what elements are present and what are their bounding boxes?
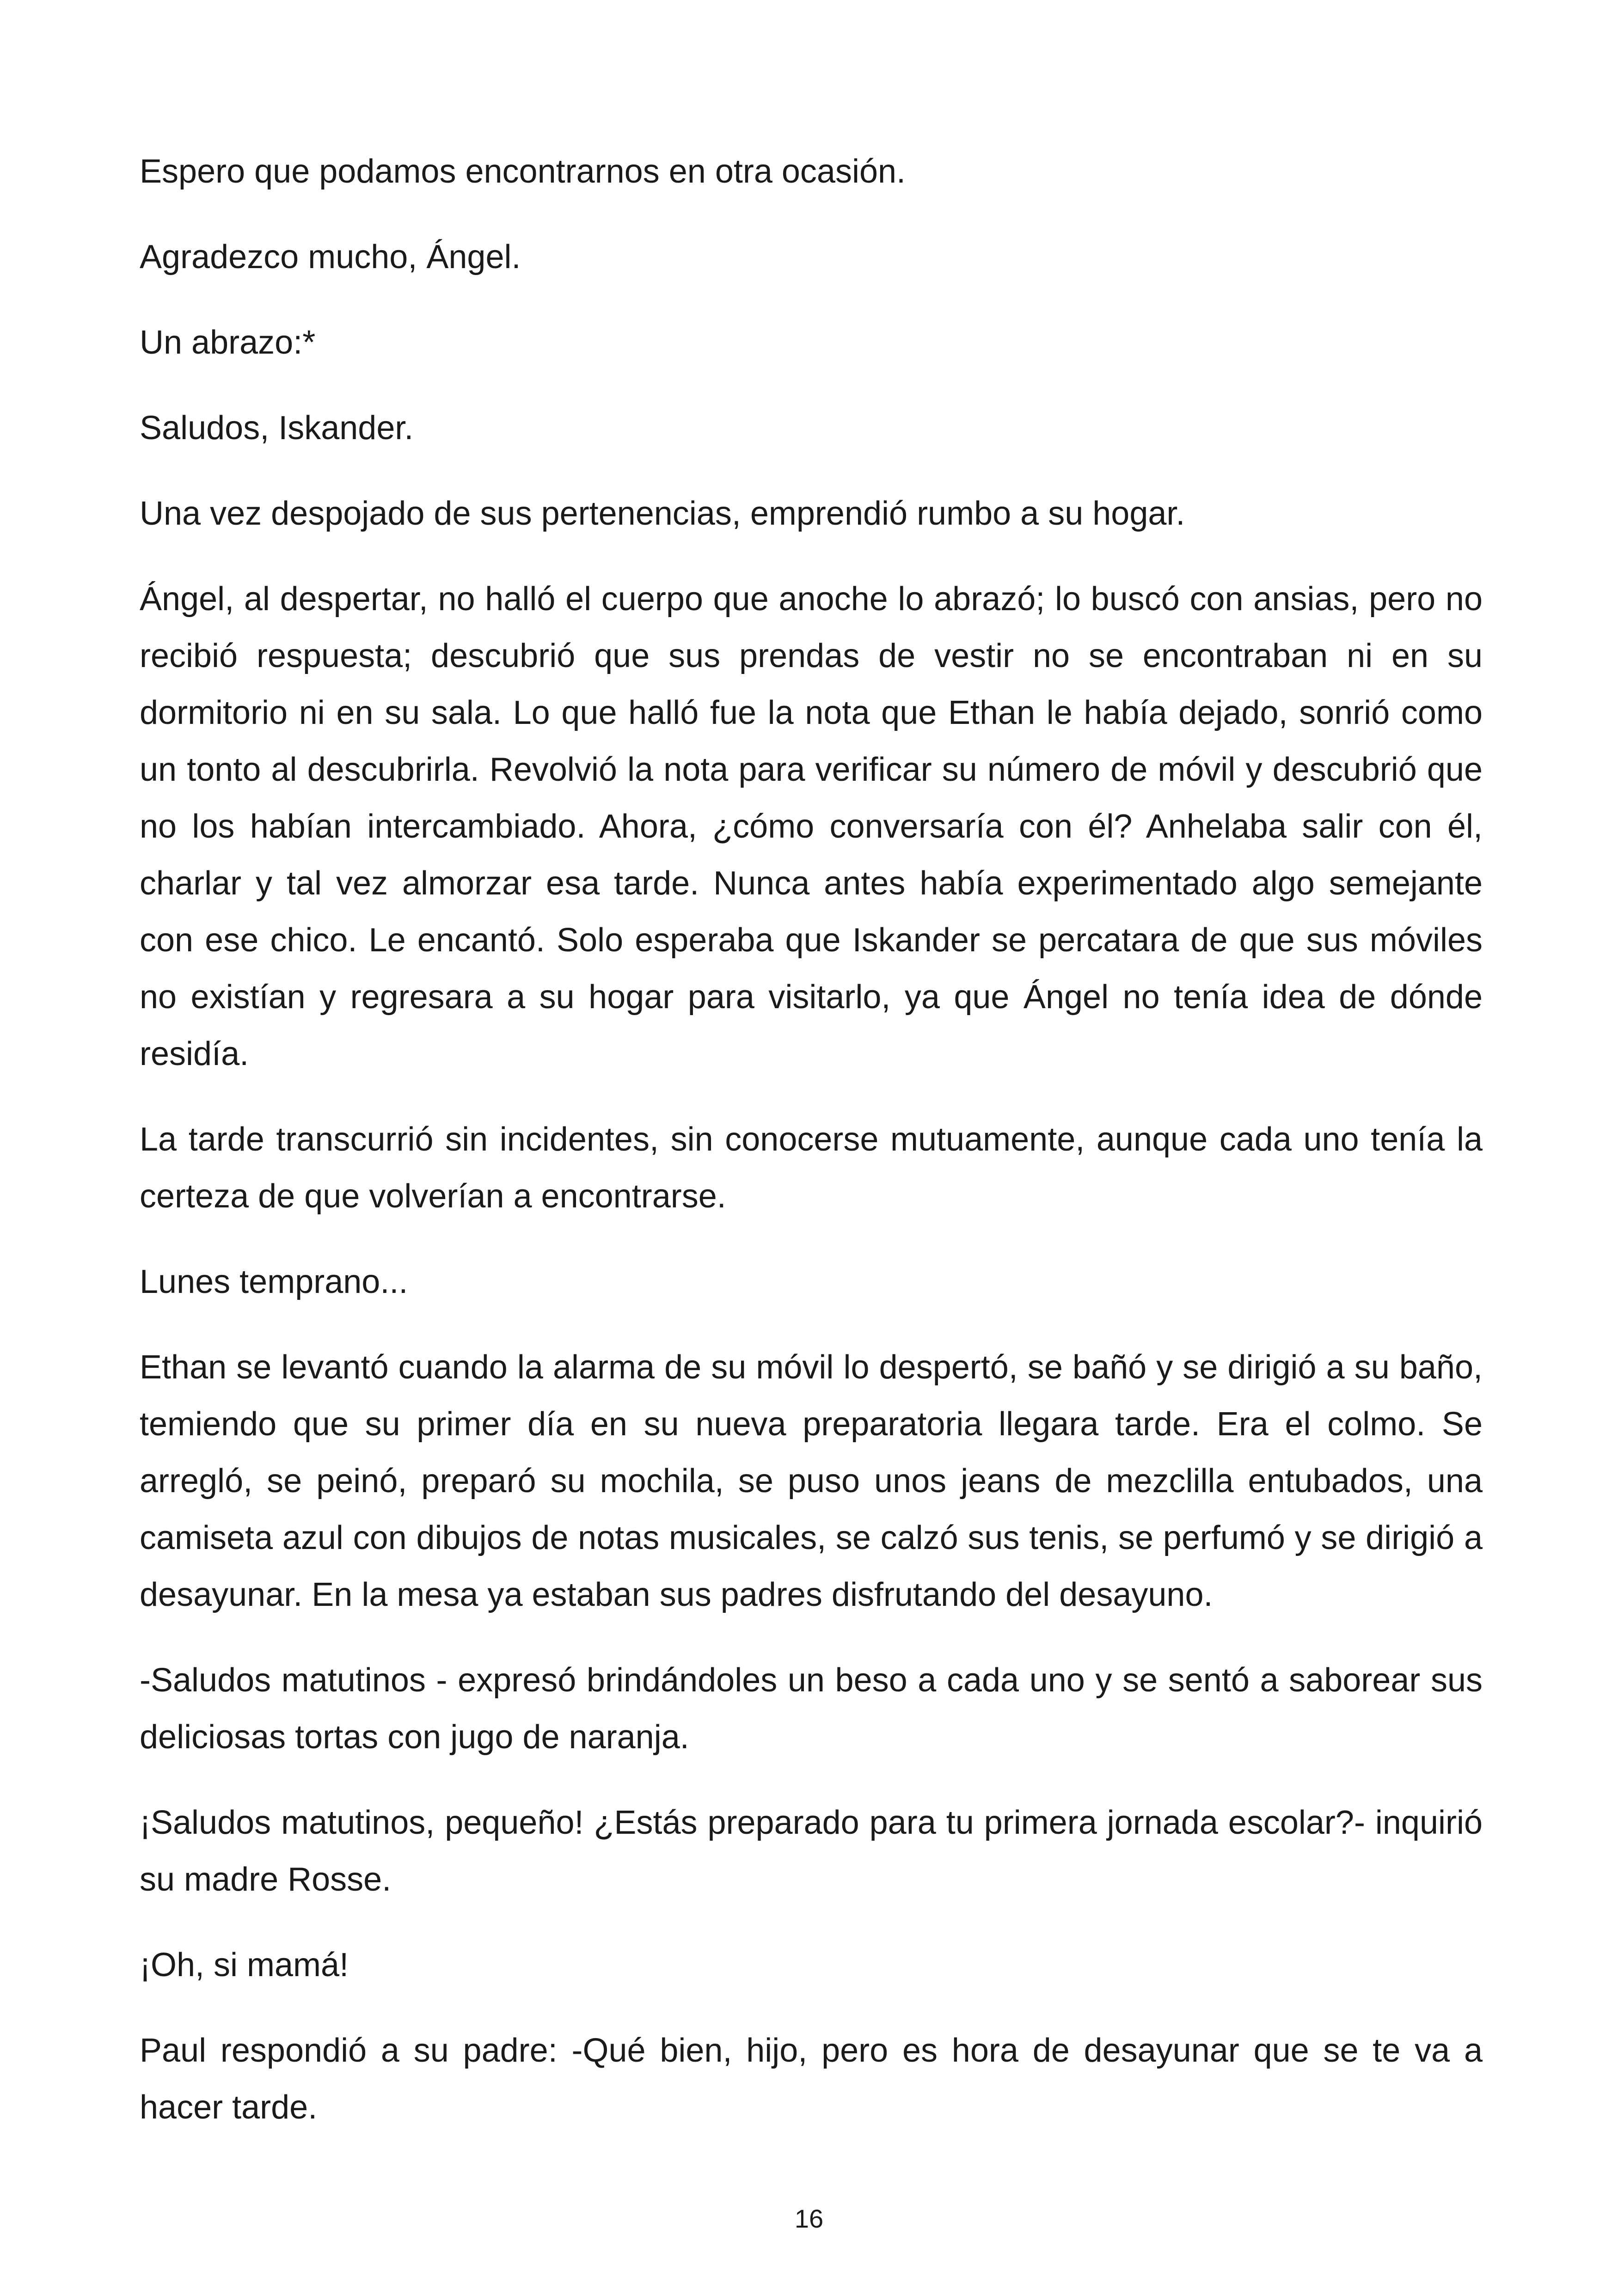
paragraph: Agradezco mucho, Ángel. bbox=[140, 239, 521, 276]
body-text bbox=[140, 143, 1483, 2165]
paragraph: ¡Saludos matutinos, pequeño! ¿Estás preparado para tu primera jornada escolar?- inquirió su madre Rosse. bbox=[140, 1804, 1483, 1898]
paragraph: Una vez despojado de sus pertenencias, emprendió rumbo a su hogar. bbox=[140, 495, 1185, 532]
paragraph: Lunes temprano... bbox=[140, 1263, 408, 1300]
paragraph: Espero que podamos encontrarnos en otra ocasión. bbox=[140, 153, 906, 190]
paragraph: Ángel, al despertar, no halló el cuerpo que anoche lo abrazó; lo buscó con ansias, pero no recibió respuesta; descubrió que sus prendas de vestir no se encontraban ni en su dormitorio ni en su sala. Lo que halló fue la nota que Ethan le había dejado, sonrió como un tonto al descubrirla. Revolvió la nota para verificar su número de móvil y descubrió que no los habían intercambiado. Ahora, ¿cómo conversaría con él? Anhelaba salir con él, charlar y tal vez almorzar esa tarde. Nunca antes había experimentado algo semejante con ese chico. Le encantó. Solo esperaba que Iskander se percatara de que sus móviles no existían y regresara a su hogar para visitarlo, ya que Ángel no tenía idea de dónde residía. bbox=[140, 581, 1483, 1072]
page-number: 16 bbox=[794, 2204, 824, 2233]
paragraph: La tarde transcurrió sin incidentes, sin conocerse mutuamente, aunque cada uno tenía la certeza de que volverían a encontrarse. bbox=[140, 1121, 1483, 1215]
paragraph: Un abrazo:* bbox=[140, 324, 316, 361]
paragraph: ¡Oh, si mamá! bbox=[140, 1947, 349, 1984]
paragraph: Ethan se levantó cuando la alarma de su móvil lo despertó, se bañó y se dirigió a su baño, temiendo que su primer día en su nueva preparatoria llegara tarde. Era el colmo. Se arregló, se peinó, preparó su mochila, se puso unos jeans de mezclilla entubados, una camiseta azul con dibujos de notas musicales, se calzó sus tenis, se perfumó y se dirigió a desayunar. En la mesa ya estaban sus padres disfrutando del desayuno. bbox=[140, 1349, 1483, 1613]
paragraph: Saludos, Iskander. bbox=[140, 410, 414, 447]
paragraph: -Saludos matutinos - expresó brindándoles un beso a cada uno y se sentó a saborear sus deliciosas tortas con jugo de naranja. bbox=[140, 1662, 1483, 1756]
paragraph: Paul respondió a su padre: -Qué bien, hijo, pero es hora de desayunar que se te va a hacer tarde. bbox=[140, 2032, 1483, 2126]
